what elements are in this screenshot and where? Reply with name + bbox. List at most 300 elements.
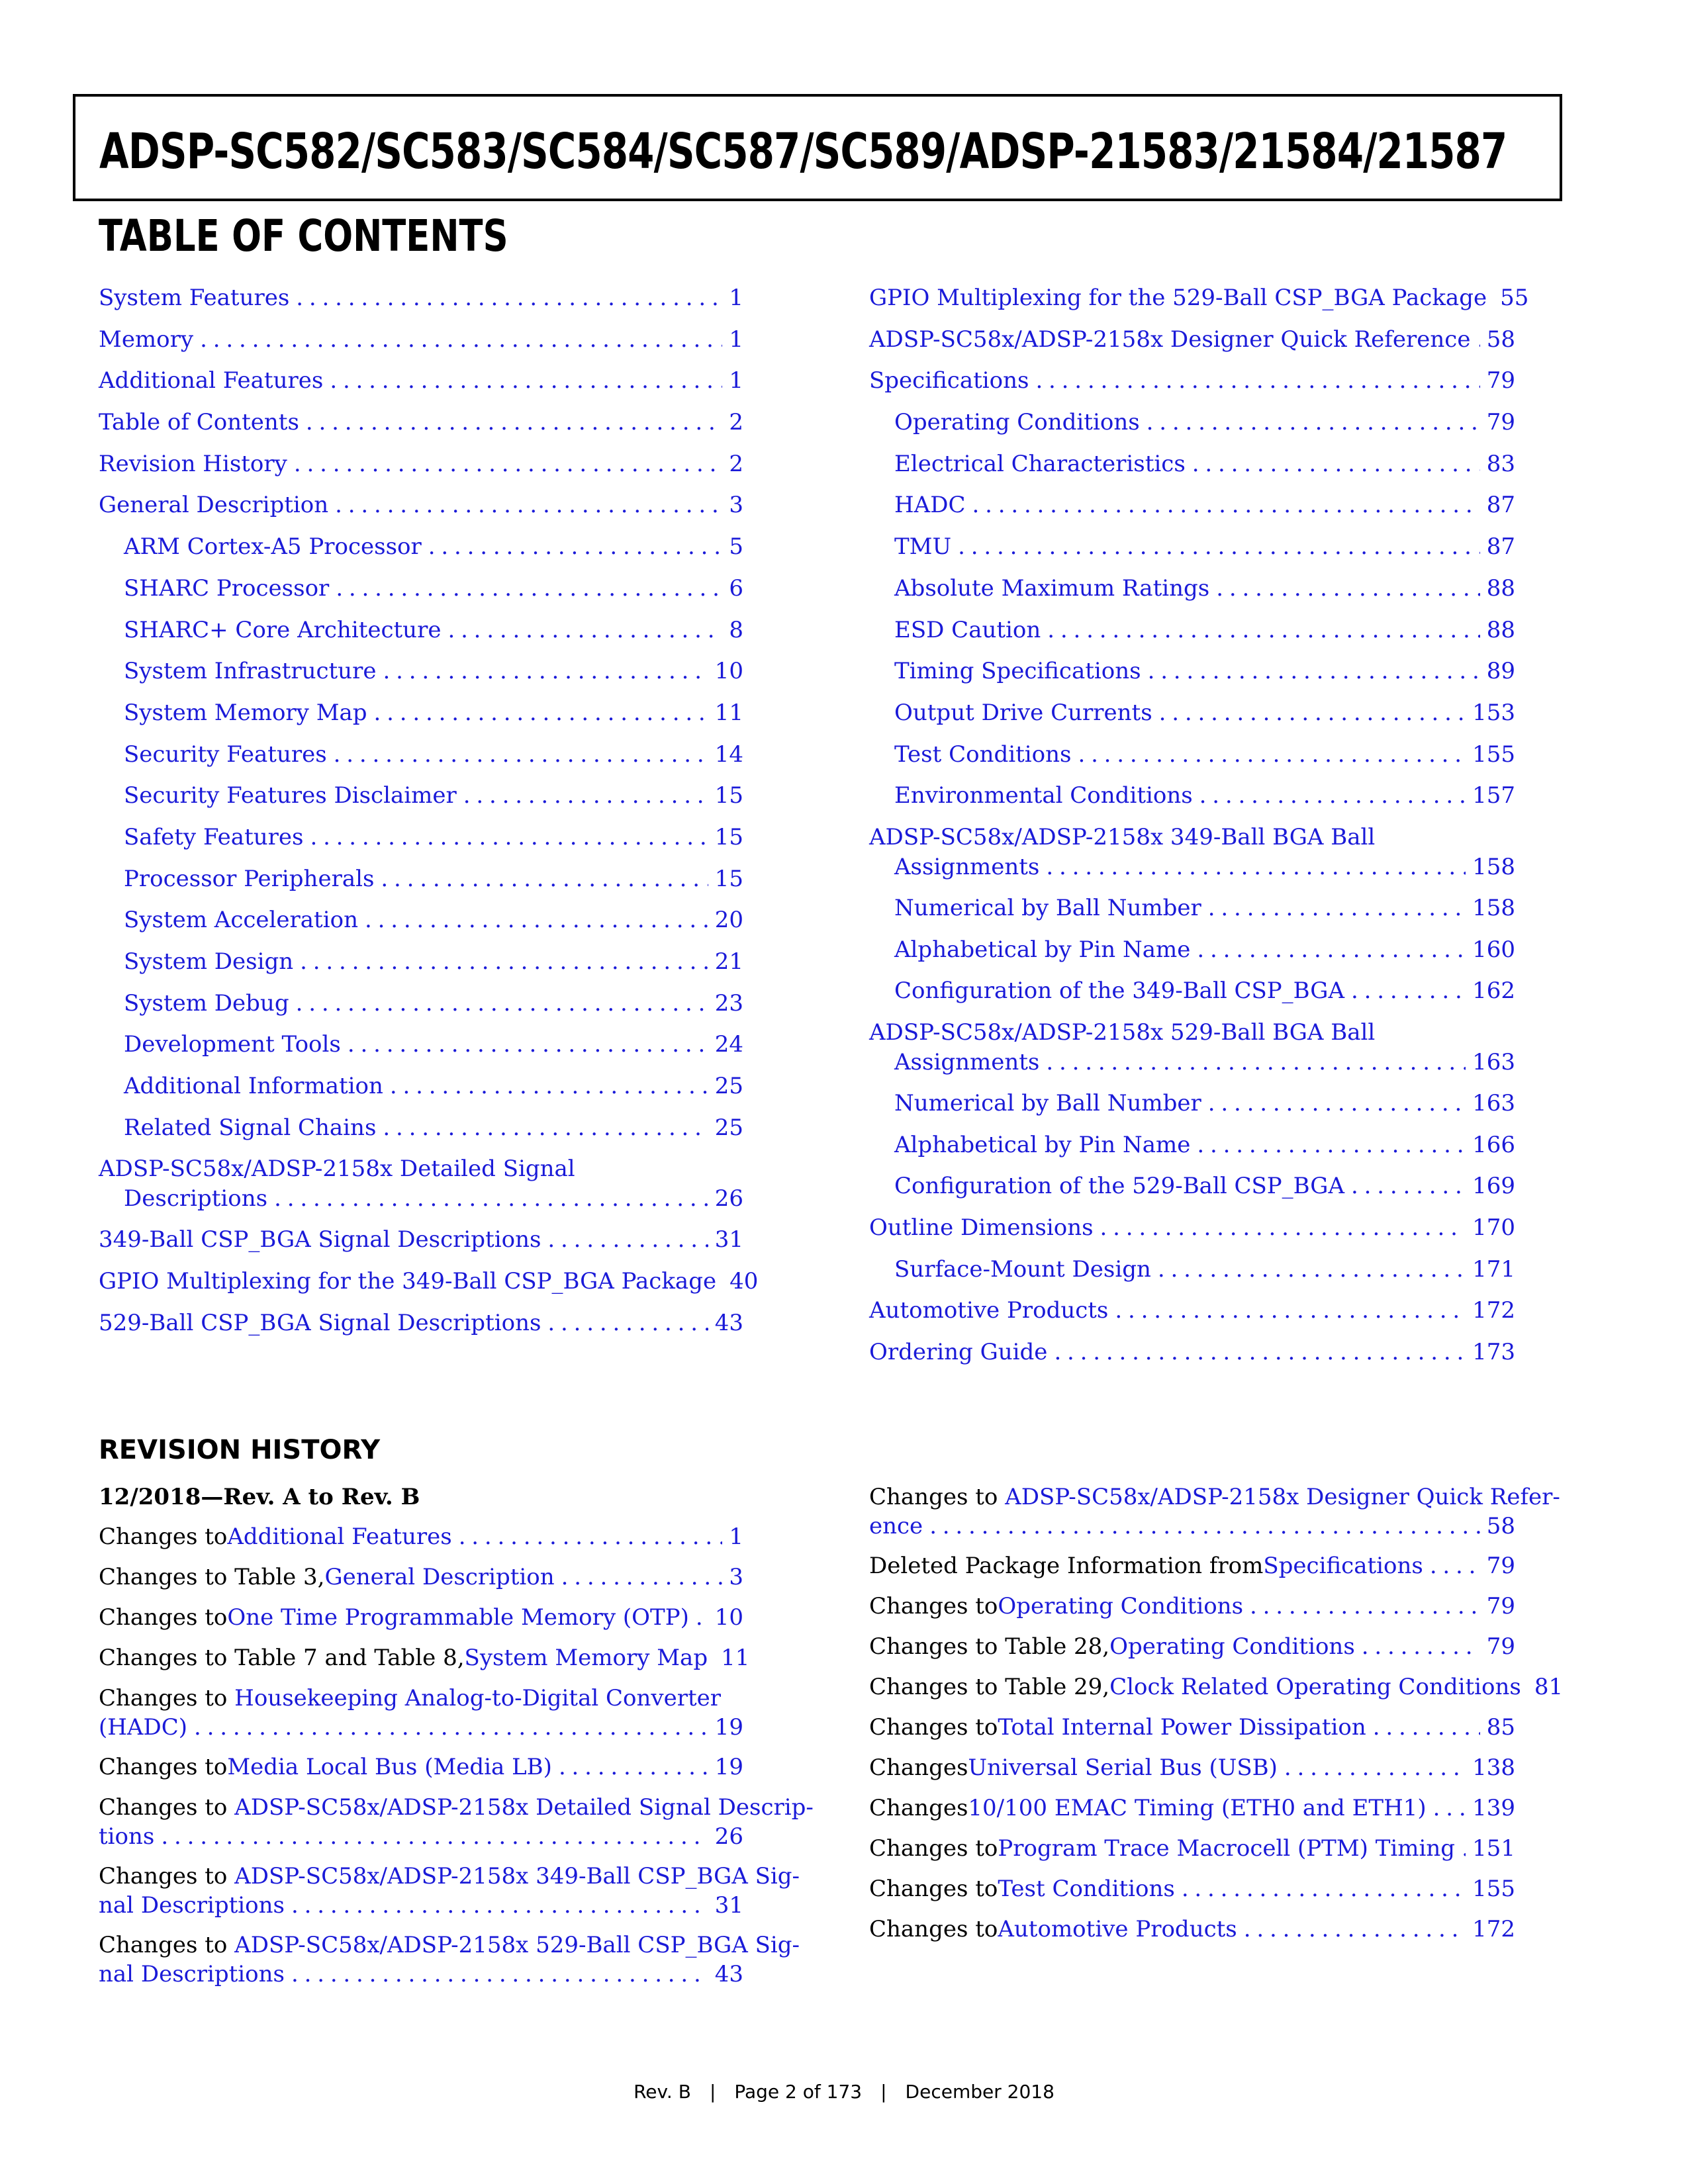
dot-leader <box>972 490 1479 520</box>
toc-page-number: 11 <box>714 699 743 726</box>
dot-leader <box>459 1522 723 1551</box>
revision-page-number[interactable]: 138 <box>1472 1754 1515 1781</box>
dot-leader <box>1477 325 1479 354</box>
toc-entry[interactable] <box>869 574 1515 615</box>
dot-leader <box>547 1225 708 1254</box>
toc-entry[interactable] <box>869 1338 1515 1379</box>
dot-leader <box>274 1184 708 1213</box>
toc-entry-label: Memory <box>99 326 194 353</box>
revision-entry-link[interactable]: Housekeeping Analog-to-Digital Converter <box>234 1685 722 1711</box>
toc-page-number: 14 <box>714 741 743 768</box>
toc-page-number: 173 <box>1472 1339 1515 1366</box>
revision-left-column <box>99 1482 814 1999</box>
revision-entry <box>869 1834 1515 1874</box>
toc-entry[interactable] <box>99 740 743 782</box>
toc-entry-label: Processor Peripherals <box>124 865 375 892</box>
toc-page-number: 40 <box>729 1268 759 1295</box>
dot-leader <box>547 1308 708 1338</box>
revision-entry-text: Changes to Table 28, <box>869 1633 1110 1660</box>
toc-page-number: 20 <box>714 907 743 934</box>
toc-entry[interactable] <box>869 935 1515 977</box>
toc-page-number: 6 <box>729 574 743 602</box>
revision-entry <box>99 1522 743 1563</box>
toc-entry[interactable] <box>869 325 1515 367</box>
revision-entry-continuation <box>869 1512 1515 1541</box>
revision-page-number[interactable]: 3 <box>729 1564 743 1590</box>
revision-entry-text: Changes to <box>99 1754 228 1780</box>
dot-leader <box>381 864 708 893</box>
toc-entry[interactable] <box>99 1308 743 1350</box>
toc-page-number: 153 <box>1472 699 1515 726</box>
revision-entry-text: Changes to <box>99 1604 228 1631</box>
toc-entry[interactable] <box>99 989 743 1030</box>
revision-page-number[interactable]: 11 <box>721 1645 750 1671</box>
toc-entry-label: System Memory Map <box>124 699 367 726</box>
revision-entry-link[interactable]: Automotive Products <box>998 1916 1237 1942</box>
toc-page-number: 79 <box>1486 409 1515 436</box>
dot-leader <box>559 1752 708 1782</box>
dot-leader <box>383 657 708 686</box>
revision-page-number[interactable]: 172 <box>1472 1916 1515 1942</box>
revision-page-number[interactable]: 151 <box>1472 1835 1515 1862</box>
dot-leader <box>300 947 708 976</box>
revision-page-number[interactable]: 79 <box>1486 1553 1515 1579</box>
toc-entry[interactable] <box>99 283 743 325</box>
toc-entry-label: Output Drive Currents <box>894 699 1152 726</box>
dot-leader <box>1351 1171 1466 1201</box>
toc-page-number: 160 <box>1472 936 1515 963</box>
dot-leader <box>1197 1130 1466 1160</box>
toc-entry-label: 349-Ball CSP_BGA Signal Descriptions <box>99 1226 541 1253</box>
toc-entry-label: Ordering Guide <box>869 1339 1048 1366</box>
revision-entry <box>99 1862 800 1931</box>
toc-page-number: 88 <box>1486 616 1515 643</box>
dot-leader <box>200 325 722 354</box>
toc-page-number: 158 <box>1472 894 1515 921</box>
revision-entry-text: Changes to <box>869 1916 998 1942</box>
revision-entry <box>869 1551 1515 1592</box>
toc-entry-label: ADSP-SC58x/ADSP-2158x Designer Quick Reference <box>869 326 1471 353</box>
toc-page-number: 87 <box>1486 533 1515 561</box>
toc-entry[interactable] <box>99 1154 743 1225</box>
toc-entry-label: Numerical by Ball Number <box>894 1090 1201 1116</box>
toc-entry[interactable] <box>869 657 1515 698</box>
toc-entry-continuation <box>869 852 1515 882</box>
dot-leader <box>1148 657 1480 686</box>
toc-entry[interactable] <box>99 781 743 823</box>
toc-page-number: 55 <box>1500 285 1529 311</box>
header-box <box>73 94 1562 201</box>
toc-entry[interactable] <box>869 893 1515 935</box>
revision-entry-text: Changes to <box>99 1685 235 1711</box>
revision-entry <box>869 1753 1515 1794</box>
toc-entry-label: Electrical Characteristics <box>894 450 1186 477</box>
toc-entry-label: Operating Conditions <box>894 409 1140 436</box>
revision-entry-link[interactable]: Operating Conditions <box>1109 1633 1355 1660</box>
dot-leader <box>1054 1338 1466 1367</box>
revision-page-number[interactable]: 19 <box>714 1714 743 1741</box>
revision-entry-text: Changes to <box>99 1794 235 1821</box>
revision-entry-line <box>99 1931 800 1960</box>
dot-leader <box>348 1030 708 1059</box>
toc-entry-label: GPIO Multiplexing for the 529-Ball CSP_BGA Package <box>869 285 1487 311</box>
toc-entry-label: Table of Contents <box>99 409 299 436</box>
toc-entry[interactable] <box>869 1089 1515 1130</box>
toc-page-number: 5 <box>729 533 743 561</box>
revision-entry-link[interactable]: ADSP-SC58x/ADSP-2158x Designer Quick Refer- <box>1005 1484 1560 1510</box>
revision-entry-link[interactable]: ence <box>869 1513 923 1539</box>
dot-leader <box>335 490 722 520</box>
toc-entry-label: Specifications <box>869 367 1029 394</box>
revision-entry-link[interactable]: ADSP-SC58x/ADSP-2158x 349-Ball CSP_BGA Sig- <box>234 1863 800 1889</box>
toc-entry-label: Surface-Mount Design <box>894 1255 1151 1283</box>
dot-leader <box>194 1713 708 1742</box>
toc-entry[interactable] <box>99 698 743 740</box>
dot-leader <box>1284 1753 1466 1782</box>
revision-entry-line <box>869 1482 1560 1512</box>
document-title: ADSP-SC582/SC583/SC584/SC587/SC589/ADSP-21583/21584/21587 <box>99 123 1507 180</box>
toc-page-number: 43 <box>714 1309 743 1336</box>
toc-entry[interactable] <box>99 1071 743 1113</box>
dot-leader <box>161 1822 708 1851</box>
toc-entry[interactable] <box>869 1296 1515 1338</box>
revision-entry-link[interactable]: Program Trace Macrocell (PTM) Timing <box>998 1835 1456 1862</box>
toc-heading: TABLE OF CONTENTS <box>99 210 508 261</box>
revision-entry-link[interactable]: Media Local Bus (Media LB) <box>227 1754 552 1780</box>
toc-entry-label: Assignments <box>894 853 1040 880</box>
revision-subheading: 12/2018—Rev. A to Rev. B <box>99 1484 420 1510</box>
toc-entry-label: ARM Cortex-A5 Processor <box>124 533 422 561</box>
toc-page-number: 1 <box>729 285 743 311</box>
revision-entry-text: Changes to <box>99 1932 235 1958</box>
toc-entry-label: ADSP-SC58x/ADSP-2158x Detailed Signal <box>99 1156 575 1183</box>
revision-entry-text: Changes to <box>869 1593 998 1619</box>
toc-page-number: 171 <box>1472 1255 1515 1283</box>
dot-leader <box>1159 698 1466 727</box>
revision-history-heading: REVISION HISTORY <box>99 1435 381 1465</box>
revision-entry-link[interactable]: Additional Features <box>227 1524 452 1550</box>
toc-page-number: 26 <box>714 1185 743 1212</box>
toc-entry[interactable] <box>869 1171 1515 1213</box>
dot-leader <box>1373 1713 1480 1742</box>
revision-entry-link[interactable]: One Time Programmable Memory (OTP) <box>227 1604 689 1631</box>
revision-page-number[interactable]: 155 <box>1472 1876 1515 1902</box>
dot-leader <box>428 532 723 561</box>
toc-entry[interactable] <box>869 615 1515 657</box>
revision-entry-line <box>99 1862 800 1891</box>
dot-leader <box>296 283 722 312</box>
dot-leader <box>336 574 722 603</box>
dot-leader <box>296 989 708 1018</box>
toc-page-number: 25 <box>714 1114 743 1141</box>
revision-entry-continuation <box>99 1891 743 1920</box>
revision-entry-link[interactable]: Specifications <box>1263 1553 1423 1579</box>
toc-entry[interactable] <box>869 449 1515 491</box>
revision-entry <box>869 1632 1515 1672</box>
toc-entry[interactable] <box>869 490 1515 532</box>
toc-entry[interactable] <box>869 781 1515 823</box>
footer-separator: | <box>709 2081 716 2103</box>
toc-entry[interactable] <box>869 1018 1515 1089</box>
dot-leader <box>1047 615 1479 645</box>
revision-entry-text: Changes to Table 7 and Table 8, <box>99 1645 465 1671</box>
revision-entry-link[interactable]: Operating Conditions <box>998 1593 1244 1619</box>
revision-page-number[interactable]: 19 <box>714 1754 743 1780</box>
dot-leader <box>1046 1048 1466 1077</box>
dot-leader <box>334 740 708 769</box>
toc-entry[interactable] <box>869 740 1515 782</box>
revision-page-number[interactable]: 43 <box>714 1961 743 1987</box>
toc-entry-label: Alphabetical by Pin Name <box>894 936 1191 963</box>
footer-separator: | <box>880 2081 887 2103</box>
toc-entry[interactable] <box>869 823 1515 893</box>
toc-entry[interactable] <box>99 532 743 574</box>
revision-page-number[interactable]: 1 <box>729 1524 743 1550</box>
dot-leader <box>1035 366 1479 395</box>
dot-leader <box>374 698 708 727</box>
toc-entry[interactable] <box>869 1255 1515 1297</box>
toc-entry-label: Configuration of the 349-Ball CSP_BGA <box>894 978 1345 1005</box>
dot-leader <box>1192 449 1480 478</box>
toc-page-number: 83 <box>1486 450 1515 477</box>
toc-entry[interactable] <box>99 1030 743 1071</box>
revision-entry-link[interactable]: nal Descriptions <box>99 1892 285 1919</box>
revision-entry <box>99 1603 743 1643</box>
toc-entry-continuation <box>869 1048 1515 1077</box>
dot-leader <box>958 532 1480 561</box>
revision-entry-text: Changes to Table 3, <box>99 1564 325 1590</box>
toc-entry[interactable] <box>99 366 743 408</box>
toc-entry-label: General Description <box>99 492 329 519</box>
toc-entry-continuation <box>99 1184 743 1213</box>
toc-entry[interactable] <box>99 490 743 532</box>
toc-page-number: 3 <box>729 492 743 519</box>
revision-page-number[interactable]: 85 <box>1486 1714 1515 1741</box>
dot-leader <box>1208 1089 1466 1118</box>
toc-entry[interactable] <box>99 864 743 906</box>
toc-entry-label: Automotive Products <box>869 1297 1109 1324</box>
revision-page-number[interactable]: 10 <box>714 1604 743 1631</box>
dot-leader <box>306 408 722 437</box>
dot-leader <box>383 1113 708 1142</box>
revision-page-number[interactable]: 58 <box>1486 1513 1515 1539</box>
toc-entry-label: Security Features <box>124 741 327 768</box>
dot-leader <box>1199 781 1466 810</box>
toc-page-number: 15 <box>714 823 743 850</box>
dot-leader <box>1430 1551 1480 1580</box>
toc-entry[interactable] <box>99 1225 743 1267</box>
revision-entry-link[interactable]: Test Conditions <box>998 1876 1175 1902</box>
toc-page-number: 58 <box>1486 326 1515 353</box>
toc-entry-label: Descriptions <box>124 1185 268 1212</box>
toc-entry-label: Assignments <box>894 1049 1040 1075</box>
revision-entry-continuation <box>99 1713 743 1742</box>
toc-page-number: 169 <box>1472 1173 1515 1200</box>
toc-entry[interactable] <box>99 1267 759 1308</box>
revision-entry-text: Changes to <box>869 1714 998 1741</box>
revision-entry-text: Changes to <box>869 1484 1006 1510</box>
revision-entry-link[interactable]: tions <box>99 1823 155 1850</box>
revision-entry <box>869 1794 1515 1834</box>
toc-page-number: 25 <box>714 1073 743 1100</box>
toc-right-column <box>869 283 1529 1379</box>
dot-leader <box>1433 1794 1466 1823</box>
revision-entry-text: Changes to Table 29, <box>869 1674 1110 1700</box>
revision-entry-continuation <box>99 1960 743 1989</box>
revision-page-number[interactable]: 79 <box>1486 1593 1515 1619</box>
revision-entry-link[interactable]: General Description <box>324 1564 555 1590</box>
toc-entry-label: Outline Dimensions <box>869 1214 1094 1242</box>
toc-entry-label: Alphabetical by Pin Name <box>894 1131 1191 1158</box>
dot-leader <box>447 615 722 645</box>
revision-entry-link[interactable]: System Memory Map <box>464 1645 708 1671</box>
toc-page-number: 10 <box>714 658 743 685</box>
toc-entry-label: System Features <box>99 285 290 311</box>
toc-entry[interactable] <box>869 408 1515 449</box>
toc-page-number: 2 <box>729 409 743 436</box>
toc-page-number: 88 <box>1486 574 1515 602</box>
revision-entry-link[interactable]: 10/100 EMAC Timing (ETH0 and ETH1) <box>968 1795 1427 1821</box>
revision-entry <box>99 1793 814 1862</box>
revision-page-number[interactable]: 81 <box>1534 1674 1564 1700</box>
toc-entry[interactable] <box>869 1213 1515 1255</box>
toc-entry[interactable] <box>99 449 743 491</box>
toc-entry-label: Configuration of the 529-Ball CSP_BGA <box>894 1173 1345 1200</box>
toc-entry-label: Additional Information <box>124 1073 383 1100</box>
toc-entry[interactable] <box>869 283 1529 325</box>
toc-page-number: 157 <box>1472 782 1515 809</box>
dot-leader <box>1197 935 1466 964</box>
toc-entry-label: HADC <box>894 492 966 519</box>
dot-leader <box>330 366 722 395</box>
toc-entry[interactable] <box>99 615 743 657</box>
toc-page-number: 79 <box>1486 367 1515 394</box>
revision-entry-link[interactable]: Total Internal Power Dissipation <box>998 1714 1366 1741</box>
toc-entry-label: System Acceleration <box>124 907 358 934</box>
toc-entry-label: ESD Caution <box>894 616 1041 643</box>
toc-entry-label: Revision History <box>99 450 287 477</box>
toc-page-number: 24 <box>714 1031 743 1058</box>
revision-entry-text: Changes to <box>869 1876 998 1902</box>
toc-entry[interactable] <box>869 532 1515 574</box>
revision-page-number[interactable]: 79 <box>1486 1633 1515 1660</box>
toc-page-number: 155 <box>1472 741 1515 768</box>
toc-entry-label: SHARC+ Core Architecture <box>124 616 442 643</box>
toc-left-column <box>99 283 759 1350</box>
revision-entry <box>99 1684 743 1752</box>
dot-leader <box>294 449 722 478</box>
revision-entry <box>99 1643 750 1684</box>
dot-leader <box>1362 1632 1480 1661</box>
toc-entry[interactable] <box>869 366 1515 408</box>
toc-page-number: 1 <box>729 326 743 353</box>
toc-entry-label: System Infrastructure <box>124 658 377 685</box>
revision-entry-line <box>99 1684 743 1713</box>
revision-entry <box>99 1752 743 1793</box>
dot-leader <box>1046 852 1466 882</box>
revision-entry-link[interactable]: Universal Serial Bus (USB) <box>968 1754 1278 1781</box>
toc-entry[interactable] <box>99 408 743 449</box>
toc-entry-label: Safety Features <box>124 823 304 850</box>
toc-entry-label: GPIO Multiplexing for the 349-Ball CSP_BGA Package <box>99 1268 717 1295</box>
toc-entry[interactable] <box>99 574 743 615</box>
toc-page-number: 166 <box>1472 1131 1515 1158</box>
toc-entry[interactable] <box>99 947 743 989</box>
revision-entry <box>869 1592 1515 1632</box>
dot-leader <box>291 1960 708 1989</box>
toc-entry[interactable] <box>869 698 1515 740</box>
revision-page-number[interactable]: 31 <box>714 1892 743 1919</box>
dot-leader <box>1182 1874 1466 1903</box>
dot-leader <box>1115 1296 1466 1325</box>
dot-leader <box>291 1891 708 1920</box>
toc-entry[interactable] <box>99 1113 743 1155</box>
toc-entry-label: Environmental Conditions <box>894 782 1193 809</box>
revision-entry-text: Changes to <box>99 1863 235 1889</box>
revision-entry-text: Changes to <box>99 1524 228 1550</box>
toc-page-number: 15 <box>714 865 743 892</box>
toc-entry[interactable] <box>99 905 743 947</box>
dot-leader <box>1100 1213 1466 1242</box>
toc-page-number: 158 <box>1472 853 1515 880</box>
revision-entry-link[interactable]: (HADC) <box>99 1714 188 1741</box>
toc-entry[interactable] <box>869 1130 1515 1172</box>
toc-entry[interactable] <box>99 325 743 367</box>
revision-entry-link[interactable]: Clock Related Operating Conditions <box>1109 1674 1521 1700</box>
toc-page-number: 2 <box>729 450 743 477</box>
revision-entry <box>869 1915 1515 1955</box>
dot-leader <box>1462 1834 1466 1863</box>
toc-entry-label: ADSP-SC58x/ADSP-2158x 349-Ball BGA Ball <box>869 823 1376 850</box>
revision-entry-link[interactable]: nal Descriptions <box>99 1961 285 1987</box>
toc-entry[interactable] <box>99 657 743 698</box>
page-footer <box>0 2081 1688 2103</box>
dot-leader <box>390 1071 708 1101</box>
toc-page-number: 15 <box>714 782 743 809</box>
revision-page-number[interactable]: 26 <box>714 1823 743 1850</box>
revision-entry-text: Changes <box>869 1754 968 1781</box>
toc-page-number: 8 <box>729 616 743 643</box>
revision-right-column <box>869 1482 1564 1955</box>
toc-page-number: 170 <box>1472 1214 1515 1242</box>
revision-entry <box>99 1931 800 1999</box>
toc-entry-label: Timing Specifications <box>894 658 1141 685</box>
toc-page-number: 163 <box>1472 1049 1515 1075</box>
revision-entry-line <box>99 1793 814 1822</box>
toc-page-number: 1 <box>729 367 743 394</box>
dot-leader <box>1250 1592 1480 1621</box>
dot-leader <box>1351 976 1466 1005</box>
toc-page-number: 89 <box>1486 658 1515 685</box>
toc-entry-label: Numerical by Ball Number <box>894 894 1201 921</box>
dot-leader <box>1078 740 1466 769</box>
footer-revision: Rev. B <box>633 2081 691 2103</box>
revision-entry-link[interactable]: ADSP-SC58x/ADSP-2158x 529-Ball CSP_BGA Sig- <box>234 1932 800 1958</box>
footer-page-number: Page 2 of 173 <box>734 2081 863 2103</box>
revision-entry-link[interactable]: ADSP-SC58x/ADSP-2158x Detailed Signal Descrip- <box>234 1794 814 1821</box>
toc-page-number: 21 <box>714 948 743 975</box>
revision-entry-text: Changes <box>869 1795 968 1821</box>
dot-leader <box>1208 893 1466 923</box>
toc-entry[interactable] <box>869 976 1515 1018</box>
dot-leader <box>365 905 708 934</box>
revision-entry <box>869 1482 1560 1551</box>
revision-entry <box>869 1672 1564 1713</box>
dot-leader <box>561 1563 723 1592</box>
revision-page-number[interactable]: 139 <box>1472 1795 1515 1821</box>
toc-entry[interactable] <box>99 823 743 864</box>
toc-entry-label: Related Signal Chains <box>124 1114 377 1141</box>
